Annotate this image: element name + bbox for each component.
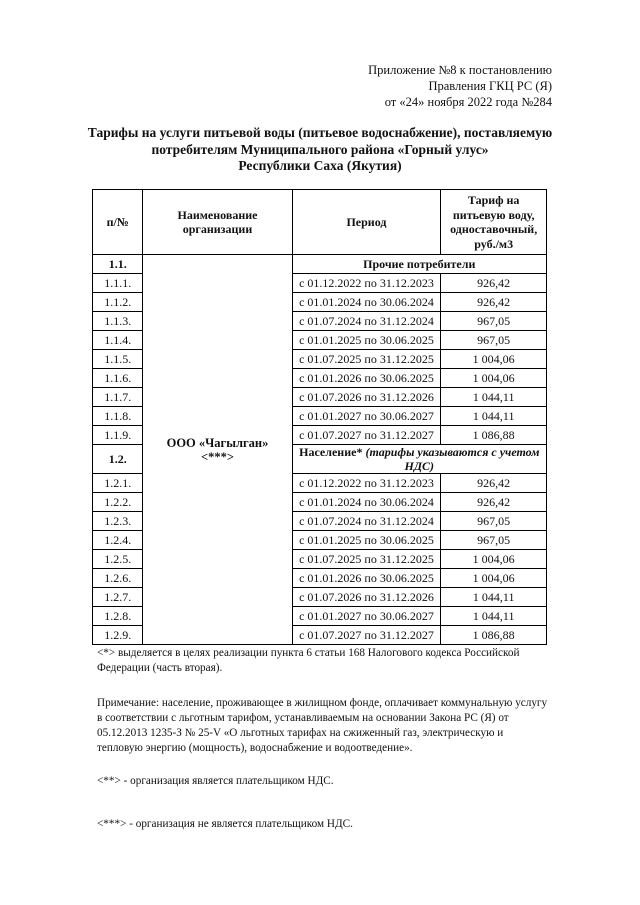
row-period: с 01.01.2024 по 30.06.2024 (292, 293, 441, 312)
row-period: с 01.07.2027 по 31.12.2027 (292, 626, 441, 645)
row-number: 1.2.6. (93, 569, 143, 588)
row-number: 1.2.2. (93, 493, 143, 512)
row-number: 1.1.2. (93, 293, 143, 312)
row-number: 1.1.3. (93, 312, 143, 331)
footnote-vat-note: <*> выделяется в целях реализации пункта 6 статьи 168 Налогового кодекса Российской Федерации (часть вторая). (97, 647, 520, 674)
row-number: 1.1.6. (93, 369, 143, 388)
row-tariff: 926,42 (441, 274, 547, 293)
organization-cell (143, 255, 292, 645)
row-number: 1.1.4. (93, 331, 143, 350)
row-period: с 01.01.2026 по 30.06.2025 (292, 369, 441, 388)
row-number: 1.1.5. (93, 350, 143, 369)
section-number: 1.1. (93, 255, 143, 274)
row-tariff: 967,05 (441, 312, 547, 331)
row-tariff: 1 044,11 (441, 388, 547, 407)
header-period: Период (292, 190, 441, 255)
footnote-population-remark: Примечание: население, проживающее в жилищном фонде, оплачивает коммунальную услугу в соответствии с льготным тарифом, устанавливаемым на основании Закона РС (Я) от 05.12.2013 1235-З № 25-V «О льготных тарифах на сжиженный газ, электрическую и тепловую энергию (мощность), водоснабжение и водоотведение». (97, 697, 548, 754)
row-tariff: 1 004,06 (441, 350, 547, 369)
section-label-cell (292, 445, 546, 474)
organization-name: ООО «Чагылган» (166, 435, 269, 450)
section-number: 1.2. (93, 445, 143, 474)
row-period: с 01.07.2025 по 31.12.2025 (292, 350, 441, 369)
table-header-row (93, 190, 547, 255)
row-period: с 01.12.2022 по 31.12.2023 (292, 474, 441, 493)
row-tariff: 1 044,11 (441, 607, 547, 626)
row-period: с 01.07.2026 по 31.12.2026 (292, 388, 441, 407)
title-line-2: потребителям Муниципального района «Горный улус» (151, 141, 489, 157)
appendix-line-1: Приложение №8 к постановлению (368, 63, 552, 77)
title-line-3: Республики Саха (Якутия) (238, 158, 402, 173)
footnote-vat-payer: <**> - организация является плательщиком НДС. (97, 775, 334, 787)
row-tariff: 1 044,11 (441, 407, 547, 426)
row-number: 1.2.3. (93, 512, 143, 531)
row-number: 1.2.4. (93, 531, 143, 550)
row-period: с 01.07.2024 по 31.12.2024 (292, 312, 441, 331)
row-period: с 01.01.2027 по 30.06.2027 (292, 607, 441, 626)
row-period: с 01.01.2027 по 30.06.2027 (292, 407, 441, 426)
row-number: 1.1.1. (93, 274, 143, 293)
row-period: с 01.07.2027 по 31.12.2027 (292, 426, 441, 445)
document-title (60, 125, 580, 175)
section-row-other (93, 255, 547, 274)
row-tariff: 1 044,11 (441, 588, 547, 607)
row-tariff: 1 004,06 (441, 569, 547, 588)
row-tariff: 1 086,88 (441, 626, 547, 645)
section-label-note: (тарифы указываются с учетом НДС) (365, 445, 540, 473)
row-tariff: 967,05 (441, 331, 547, 350)
row-number: 1.2.9. (93, 626, 143, 645)
organization-tax-mark: <***> (201, 449, 234, 464)
row-period: с 01.07.2024 по 31.12.2024 (292, 512, 441, 531)
row-tariff: 967,05 (441, 531, 547, 550)
appendix-header (368, 62, 552, 110)
appendix-line-2: Правления ГКЦ РС (Я) (428, 79, 552, 93)
row-period: с 01.01.2025 по 30.06.2025 (292, 331, 441, 350)
row-period: с 01.01.2025 по 30.06.2025 (292, 531, 441, 550)
row-tariff: 1 004,06 (441, 369, 547, 388)
row-period: с 01.01.2024 по 30.06.2024 (292, 493, 441, 512)
row-period: с 01.12.2022 по 31.12.2023 (292, 274, 441, 293)
tariff-table (92, 189, 547, 645)
header-tariff: Тариф на питьевую воду, одноставочный, руб./м3 (441, 190, 547, 255)
row-number: 1.2.8. (93, 607, 143, 626)
section-label: Население* (299, 445, 363, 459)
footnotes (97, 646, 549, 832)
row-period: с 01.07.2026 по 31.12.2026 (292, 588, 441, 607)
row-number: 1.1.9. (93, 426, 143, 445)
title-line-1: Тарифы на услуги питьевой воды (питьевое водоснабжение), поставляемую (87, 125, 553, 140)
appendix-line-3: от «24» ноября 2022 года №284 (384, 95, 552, 109)
row-period: с 01.07.2025 по 31.12.2025 (292, 550, 441, 569)
row-number: 1.2.5. (93, 550, 143, 569)
footnote-not-vat-payer: <***> - организация не является плательщиком НДС. (97, 818, 353, 830)
row-tariff: 1 086,88 (441, 426, 547, 445)
header-organization: Наименование организации (143, 190, 292, 255)
row-number: 1.1.8. (93, 407, 143, 426)
row-number: 1.1.7. (93, 388, 143, 407)
section-label: Прочие потребители (292, 255, 546, 274)
row-number: 1.2.7. (93, 588, 143, 607)
row-period: с 01.01.2026 по 30.06.2025 (292, 569, 441, 588)
row-tariff: 926,42 (441, 293, 547, 312)
row-tariff: 1 004,06 (441, 550, 547, 569)
header-number: п/№ (93, 190, 143, 255)
row-tariff: 926,42 (441, 493, 547, 512)
row-number: 1.2.1. (93, 474, 143, 493)
row-tariff: 926,42 (441, 474, 547, 493)
row-tariff: 967,05 (441, 512, 547, 531)
